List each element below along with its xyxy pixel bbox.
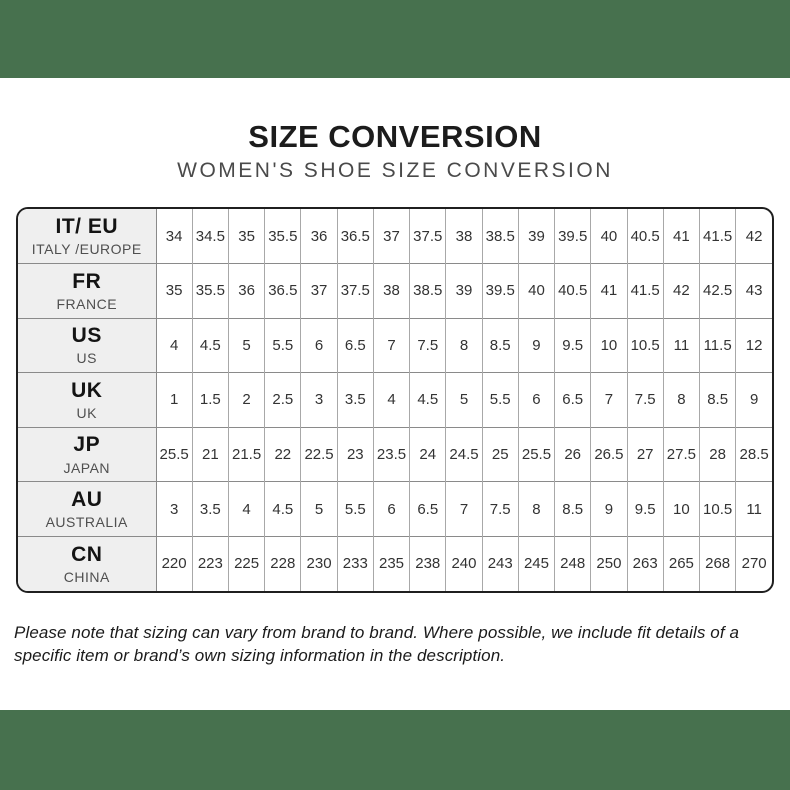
size-value-cell: 6.5 [555,373,591,428]
size-value-cell: 10.5 [700,482,736,537]
size-value-cell: 24.5 [446,427,482,482]
size-value-cell: 1 [156,373,192,428]
size-value-cell: 4.5 [265,482,301,537]
size-value-cell: 8 [663,373,699,428]
size-value-cell: 36.5 [337,209,373,264]
size-value-cell: 245 [518,536,554,591]
size-value-cell: 40.5 [555,264,591,319]
size-value-cell: 8.5 [700,373,736,428]
size-value-cell: 43 [736,264,772,319]
size-value-cell: 23.5 [373,427,409,482]
size-value-cell: 233 [337,536,373,591]
region-name: UK [76,404,97,421]
size-value-cell: 41.5 [700,209,736,264]
region-header-cell [18,427,156,482]
size-value-cell: 22.5 [301,427,337,482]
size-value-cell: 42.5 [700,264,736,319]
size-value-cell: 35.5 [192,264,228,319]
size-value-cell: 40.5 [627,209,663,264]
size-value-cell: 9 [518,318,554,373]
size-value-cell: 25 [482,427,518,482]
size-value-cell: 42 [736,209,772,264]
size-row-cn [18,536,772,591]
region-name: AUSTRALIA [45,514,128,531]
size-value-cell: 28 [700,427,736,482]
region-name: US [76,350,97,367]
size-value-cell: 26.5 [591,427,627,482]
size-value-cell: 5 [228,318,264,373]
region-header-cell [18,373,156,428]
size-value-cell: 39.5 [555,209,591,264]
size-value-cell: 27 [627,427,663,482]
size-value-cell: 240 [446,536,482,591]
size-row-us [18,318,772,373]
size-value-cell: 23 [337,427,373,482]
size-value-cell: 35 [156,264,192,319]
size-value-cell: 6 [373,482,409,537]
size-value-cell: 11.5 [700,318,736,373]
size-value-cell: 34.5 [192,209,228,264]
size-value-cell: 39 [446,264,482,319]
size-value-cell: 9.5 [627,482,663,537]
size-value-cell: 37.5 [410,209,446,264]
size-value-cell: 5 [446,373,482,428]
size-value-cell: 250 [591,536,627,591]
region-code: JP [73,433,101,457]
size-value-cell: 235 [373,536,409,591]
size-value-cell: 5.5 [265,318,301,373]
region-header-cell [18,482,156,537]
size-value-cell: 5 [301,482,337,537]
size-value-cell: 223 [192,536,228,591]
size-value-cell: 220 [156,536,192,591]
size-value-cell: 35.5 [265,209,301,264]
size-value-cell: 6.5 [337,318,373,373]
size-value-cell: 10 [663,482,699,537]
size-value-cell: 9.5 [555,318,591,373]
size-value-cell: 268 [700,536,736,591]
region-code: UK [71,378,103,402]
size-value-cell: 38.5 [482,209,518,264]
size-value-cell: 11 [663,318,699,373]
size-value-cell: 1.5 [192,373,228,428]
region-header-cell [18,318,156,373]
size-row-au [18,482,772,537]
size-value-cell: 37 [373,209,409,264]
size-value-cell: 2 [228,373,264,428]
size-value-cell: 35 [228,209,264,264]
size-value-cell: 3.5 [192,482,228,537]
size-row-iteu [18,209,772,264]
region-code: IT/ EU [55,214,118,238]
size-value-cell: 10 [591,318,627,373]
size-value-cell: 28.5 [736,427,772,482]
top-green-bar [0,0,790,78]
size-value-cell: 37.5 [337,264,373,319]
size-value-cell: 25.5 [156,427,192,482]
size-value-cell: 265 [663,536,699,591]
size-conversion-table [16,207,774,593]
size-value-cell: 10.5 [627,318,663,373]
size-value-cell: 38 [373,264,409,319]
size-value-cell: 6.5 [410,482,446,537]
size-value-cell: 8.5 [482,318,518,373]
size-value-cell: 7 [591,373,627,428]
region-name: JAPAN [63,459,111,476]
page-subtitle: WOMEN'S SHOE SIZE CONVERSION [177,159,613,182]
size-value-cell: 4.5 [192,318,228,373]
size-value-cell: 41.5 [627,264,663,319]
size-value-cell: 11 [736,482,772,537]
size-value-cell: 41 [663,209,699,264]
size-value-cell: 5.5 [337,482,373,537]
region-code: CN [71,542,103,566]
size-value-cell: 225 [228,536,264,591]
region-code: FR [72,269,102,293]
size-value-cell: 24 [410,427,446,482]
size-value-cell: 9 [591,482,627,537]
size-value-cell: 38 [446,209,482,264]
bottom-green-bar [0,710,790,790]
size-value-cell: 7.5 [482,482,518,537]
size-value-cell: 2.5 [265,373,301,428]
size-value-cell: 41 [591,264,627,319]
size-value-cell: 27.5 [663,427,699,482]
size-value-cell: 36.5 [265,264,301,319]
size-value-cell: 26 [555,427,591,482]
size-value-cell: 40 [591,209,627,264]
region-name: FRANCE [56,295,118,312]
size-value-cell: 9 [736,373,772,428]
size-value-cell: 5.5 [482,373,518,428]
size-value-cell: 36 [228,264,264,319]
size-value-cell: 12 [736,318,772,373]
region-header-cell [18,536,156,591]
size-value-cell: 37 [301,264,337,319]
size-value-cell: 6 [518,373,554,428]
size-value-cell: 38.5 [410,264,446,319]
size-value-cell: 39 [518,209,554,264]
size-value-cell: 36 [301,209,337,264]
size-value-cell: 7.5 [410,318,446,373]
size-value-cell: 3.5 [337,373,373,428]
size-value-cell: 243 [482,536,518,591]
size-value-cell: 25.5 [518,427,554,482]
size-value-cell: 42 [663,264,699,319]
size-value-cell: 22 [265,427,301,482]
size-value-cell: 263 [627,536,663,591]
size-value-cell: 40 [518,264,554,319]
size-row-jp [18,427,772,482]
size-value-cell: 8.5 [555,482,591,537]
size-value-cell: 238 [410,536,446,591]
size-value-cell: 270 [736,536,772,591]
region-header-cell [18,209,156,264]
size-value-cell: 8 [518,482,554,537]
size-value-cell: 7 [373,318,409,373]
size-value-cell: 8 [446,318,482,373]
size-value-cell: 6 [301,318,337,373]
size-value-cell: 228 [265,536,301,591]
size-value-cell: 3 [301,373,337,428]
size-value-cell: 4.5 [410,373,446,428]
size-value-cell: 39.5 [482,264,518,319]
size-value-cell: 4 [373,373,409,428]
size-value-cell: 3 [156,482,192,537]
region-code: AU [71,487,103,511]
size-value-cell: 4 [228,482,264,537]
size-value-cell: 7.5 [627,373,663,428]
size-table [18,209,772,591]
region-header-cell [18,264,156,319]
size-value-cell: 21.5 [228,427,264,482]
size-row-uk [18,373,772,428]
region-name: ITALY /EUROPE [31,241,142,258]
page-title: SIZE CONVERSION [248,119,542,154]
size-value-cell: 34 [156,209,192,264]
region-name: CHINA [63,568,110,585]
region-code: US [71,324,102,348]
sizing-disclaimer: Please note that sizing can vary from brand to brand. Where possible, we include fit details of a specific item or brand’s own sizing information in the description. [14,623,740,666]
size-value-cell: 230 [301,536,337,591]
size-value-cell: 7 [446,482,482,537]
size-value-cell: 248 [555,536,591,591]
size-value-cell: 4 [156,318,192,373]
size-row-fr [18,264,772,319]
size-value-cell: 21 [192,427,228,482]
